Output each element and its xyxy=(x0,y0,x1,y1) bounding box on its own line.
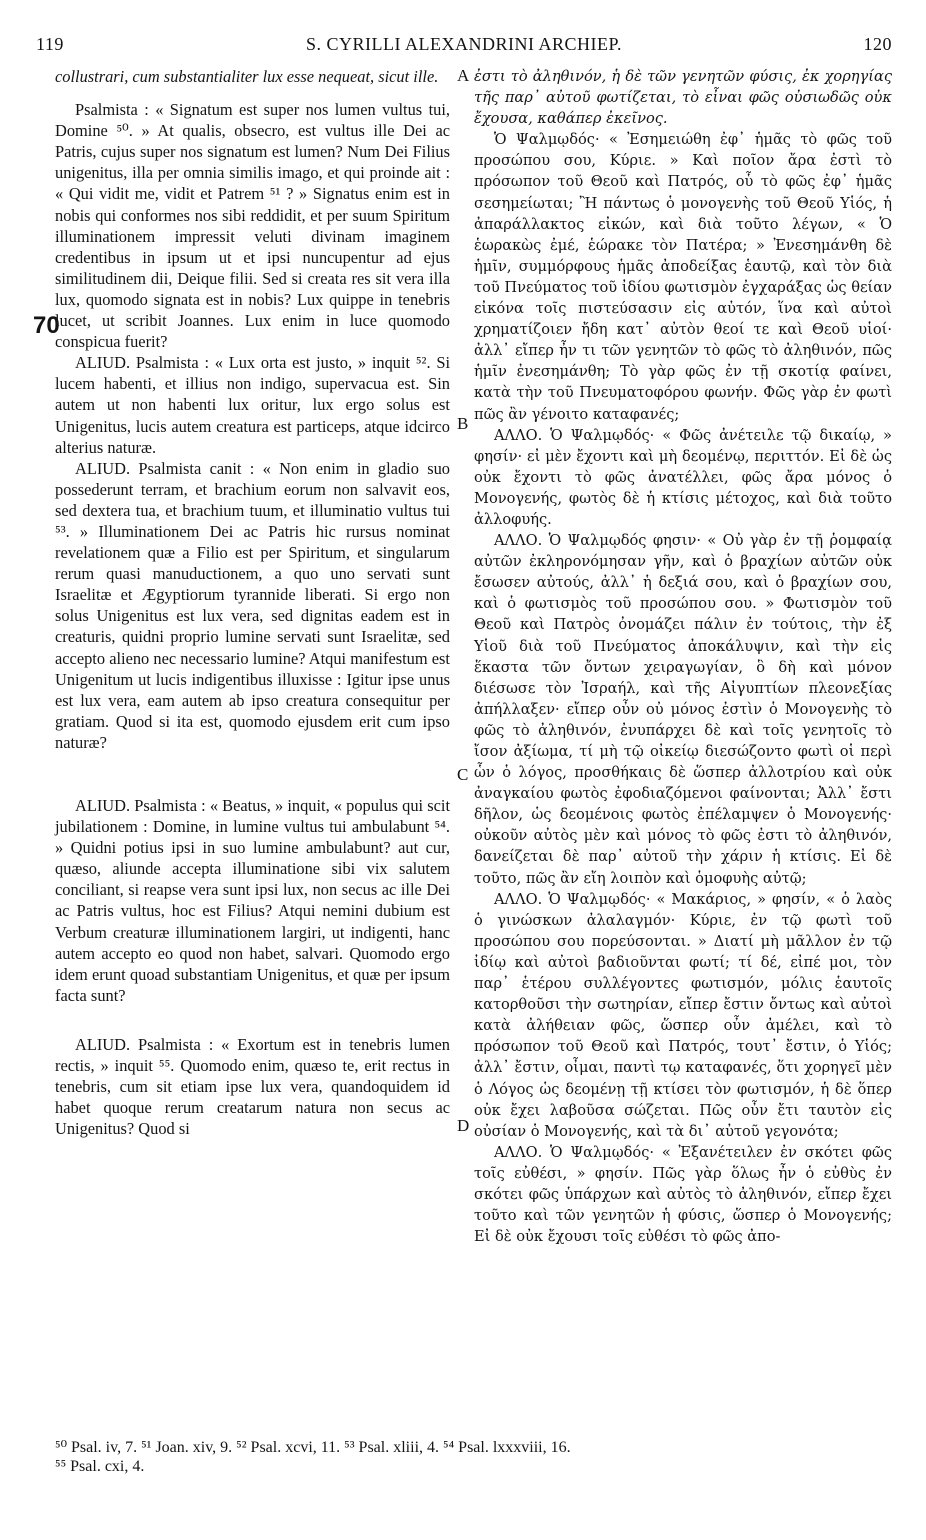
page-number-right: 120 xyxy=(863,34,892,54)
greek-paragraph-ou-gar: ΑΛΛΟ. Ὁ Ψαλμῳδός φησιν· « Οὐ γὰρ ἐν τῇ ῥομφαίᾳ αὐτῶν ἐκληρονόμησαν γῆν, καὶ ὁ βραχίων αὐτῶν οὐκ ἔσωσεν αὐτούς, ἀλλ᾽ ἡ δεξιά σου, καὶ ὁ βραχίων σου, καὶ ὁ φωτισμὸς τοῦ προσώπου σου. » Φωτισμὸν τοῦ Θεοῦ καὶ Πατρὸς ὀνομάζει πάλιν ἐν τούτοις, τὴν ἐξ Υἱοῦ διὰ τοῦ Πνεύματος ἀποκάλυψιν, καὶ τὴν εἰς ἕκαστα τῶν ὄντων χειραγωγίαν, ὃ δὴ καὶ μόνον διέσωσε τὸν Ἰσραήλ, καὶ τῆς Αἰγυπτίων πλεονεξίας ἀπήλλαξεν· εἴπερ οὖν οὐ μόνος ἐστὶν ὁ Μονογενὴς τὸ φῶς τὸ ἀληθινόν, ἐνυπάρχει δὲ καὶ τοῖς γενητοῖς τὸ ἴσον ἀξίωμα, τί μὴ τῷ οἰκείῳ διεσώζοντο φωτὶ οἱ περὶ ὧν ὁ λόγος, προσθήκαις δὲ ὥσπερ ἀλλοτρίου καὶ οὐκ ἀναγκαίου φωτὸς ἐφοδιαζόμενοι φαίνονται; Ἀλλ᾽ ἔστι δῆλον, ὡς δεομένοις φωτὸς ἐπέλαμψεν ὁ Μονογενής· οὐκοῦν αὐτὸς μὲν καὶ μόνος τὸ φῶς ἐστι τὸ ἀληθινόν, δανείζεται δὲ παρ᾽ αὐτοῦ τὴν χάριν ἡ κτίσις. Εἰ δὲ τοῦτο, πῶς ἂν εἴη λοιπὸν καὶ ὁμοφυὴς αὐτῷ; xyxy=(474,532,892,887)
section-marker-d: D xyxy=(457,1116,470,1135)
greek-paragraph-exaneteilen: ΑΛΛΟ. Ὁ Ψαλμῳδός· « Ἐξανέτειλεν ἐν σκότει φῶς τοῖς εὐθέσι, » φησίν. Πῶς γὰρ ὅλως ἦν ὁ εὐθὺς ἐν σκότει φῶς ὑπάρχων καὶ αὐτὸς τὸ ἀληθινόν, εἴπερ ἔχει τοῦτο καὶ τῶν γενητῶν ἡ φύσις, ὥσπερ ὁ Μονογενής; Εἰ δὲ οὐκ ἔχουσι τοῖς εὐθέσι τὸ φῶς ἀπο- xyxy=(474,1143,892,1246)
latin-paragraph-beatus: ALIUD. Psalmista : « Beatus, » inquit, « populus qui scit jubilationem : Domine, in lumine vultus tui ambulabunt ⁵⁴. » Quidni potius ipsi in suo lumine ambulabunt? aut cur, quæso, aliunde accepta illuminatione sibi vix salutem conciliant, si reapse vera sunt ipsi lux, non secus ac ille Dei ac Patris vultus, hoc est Filius? Atqui nemini dubium est Verbum creaturæ illuminationem largiri, ut indigenti, hanc autem accepto eo quod non habet, salvari. Quomodo ergo idem erunt quoad substantiam Unigenitus, et quæ per ipsum facta sunt? xyxy=(55,796,450,1005)
latin-paragraph-non-in-gladio: ALIUD. Psalmista canit : « Non enim in gladio suo possederunt terram, et brachium eorum non salvavit eos, sed dextera tua, et brachium tuum, et illuminatio vultus tui ⁵³. » Illuminationem Dei ac Patris hic rursus nominat revelationem quæ a Filio est per Spiritum, et singularum rerum quasi manuductionem, a quo uno servati sunt Israelitæ et Ægyptiorum tyrannide liberati. Si ergo non solus Unigenitus est lux vera, sed dignitas eadem est in creaturis, quidni proprio lumine servati sunt Israelitæ, sed accepto alieno nec necessario lumine? Atqui manifestum est Unigenitum ut lucis indigentibus illuxisse : Igitur ipse unus est lux vera, eam autem ab ipso creatura consequitur per gratiam. Quod si ita est, quomodo ejusdem erit cum ipso naturæ? xyxy=(55,458,450,752)
greek-paragraph-esemeiothe: Ὁ Ψαλμῳδός· « Ἐσημειώθη ἐφ᾽ ἡμᾶς τὸ φῶς τοῦ προσώπου σου, Κύριε. » Καὶ ποῖον ἄρα ἐστὶ τὸ πρόσωπον τοῦ Θεοῦ καὶ Πατρός, οὗ τὸ φῶς ἐφ᾽ ἡμᾶς σεσημείωται; Ἢ πάντως ὁ μονογενὴς τοῦ Θεοῦ Υἱός, ἡ ἀπαράλλακτος εἰκών, καὶ διὰ τοῦτο λέγων, « Ὁ ἑωρακὼς ἐμέ, ἑώρακε τὸν Πατέρα; » Ἐνεσημάνθη δὲ ἡμῖν, συμμόρφους ἡμᾶς ἀποδείξας ἑαυτῷ, καὶ τὸν διὰ τοῦ Πνεύματος τοῦ ἰδίου φωτισμὸν ἐγχαράξας ὡς θείαν εἰκόνα τοῖς πιστεύσασιν εἰς αὐτόν, ἵνα καὶ αὐτοὶ χρηματίζοιεν ἤδη κατ᾽ αὐτὸν θεοί τε καὶ Θεοῦ υἱοί· ἀλλ᾽ εἴπερ ἦν τι τῶν γενητῶν τὸ φῶς τὸ ἀληθινόν, πῶς ἡμῖν ἐνεσημάνθη; Τὸ γὰρ φῶς ἐν τῇ σκοτίᾳ φαίνει, κατὰ τὴν τοῦ Πνευματοφόρου φωνήν. Φῶς γὰρ ἐν φωτὶ πῶς ἂν γένοιτο καταφανές; xyxy=(474,131,892,423)
running-header xyxy=(36,34,892,58)
section-marker-b: B xyxy=(457,414,469,433)
footnotes xyxy=(55,1438,895,1476)
section-marker-c: C xyxy=(457,765,469,784)
latin-paragraph-lux-orta: ALIUD. Psalmista : « Lux orta est justo, » inquit ⁵². Si lucem habenti, et illius non indigo, supervacua est. Sin autem ut non habenti lux oritur, lux ergo solus est Unigenitus, lucis autem creatura est particeps, atque idcirco alterius naturæ. xyxy=(55,353,450,457)
footnote-line-1: ⁵⁰ Psal. iv, 7. ⁵¹ Joan. xiv, 9. ⁵² Psal. xcvi, 11. ⁵³ Psal. xliii, 4. ⁵⁴ Psal. lxxxviii, 16. xyxy=(55,1439,571,1456)
margin-column-number: 70 xyxy=(33,312,60,339)
latin-column xyxy=(55,66,450,1139)
greek-paragraph-phos-aneteile: ΑΛΛΟ. Ὁ Ψαλμῳδός· « Φῶς ἀνέτειλε τῷ δικαίῳ, » φησίν· εἰ μὲν ἔχοντι καὶ μὴ δεομένῳ, περιττόν. Εἰ δὲ ὡς οὐκ ἔχοντι τὸ φῶς ἀνατέλλει, φῶς ἄρα μόνος ὁ Μονογενής, φωτὸς δὲ ἡ κτίσις μέτοχος, καὶ διὰ τοῦτο ἀλλοφυής. xyxy=(474,426,892,528)
latin-paragraph-intro: collustrari, cum substantialiter lux esse nequeat, sicut ille. xyxy=(55,67,439,86)
greek-paragraph-makarios: ΑΛΛΟ. Ὁ Ψαλμῳδός· « Μακάριος, » φησίν, « ὁ λαὸς ὁ γινώσκων ἀλαλαγμόν· Κύριε, ἐν τῷ φωτὶ τοῦ προσώπου σου πορεύσονται. » Διατί μὴ μᾶλλον ἐν τῷ ἰδίῳ καὶ αὐτοὶ βαδιοῦνται φωτί; τί δέ, εἰπέ μοι, τὸν παρ᾽ ἑτέρου συλλέγοντες φωτισμόν, μόλις ἑαυτοῖς κατορθοῦσι τὴν σωτηρίαν, εἴπερ ἔστιν ὄντως καὶ αὐτοὶ κατὰ ἀλήθειαν φῶς, ὥσπερ οὖν ἀμέλει, καὶ τὸ πρόσωπον τοῦ Θεοῦ καὶ Πατρός, τουτ᾽ ἔστιν, ὁ Υἱός; ἀλλ᾽ ἔστιν, οἶμαι, παντὶ τῳ καταφανές, ὅτι χορηγεῖ μὲν ὁ Λόγος ὡς δεομένῃ τῇ κτίσει τὸν φωτισμόν, ἡ δὲ ὅπερ οὐκ ἔχει λαβοῦσα σώζεται. Πῶς οὖν ἔτι ταυτὸν εἰς οὐσίαν ὁ Μονογενής, καὶ τὰ δι᾽ αὐτοῦ γεγονότα; xyxy=(474,890,892,1140)
latin-paragraph-signatum: Psalmista : « Signatum est super nos lumen vultus tui, Domine ⁵⁰. » At qualis, obsecro, est vultus ille Dei ac Patris, cujus super nos signatum est lumen? Num Dei Filius unigenitus, illa per omnia similis imago, et qui proinde ait : « Qui vidit me, vidit et Patrem ⁵¹ ? » Signatus enim est in nobis qui conformes nos sibi reddidit, et per suum Spiritum illuminationem impressit veluti divinam imaginem credentibus in ipsum ut et ipsi nuncupentur ad ejus similitudinem dii, Deique filii. Sed si creata res sit vera illa lux, quomodo signata est in nobis? Lux quippe in tenebris lucet, ut scribit Joannes. Lux enim in luce quomodo conspicua fuerit? xyxy=(55,100,450,352)
page-number-left: 119 xyxy=(36,34,64,54)
section-marker-a: A xyxy=(457,66,470,85)
latin-paragraph-exortum: ALIUD. Psalmista : « Exortum est in tenebris lumen rectis, » inquit ⁵⁵. Quomodo enim, quæso te, erit rectus in tenebris, cum sit etiam ipse lux vera, quandoquidem id habet quoque rerum creatarum natura non secus ac Unigenitus? Quod si xyxy=(55,1034,450,1139)
footnote-line-2: ⁵⁵ Psal. cxi, 4. xyxy=(55,1458,145,1475)
running-title: S. CYRILLI ALEXANDRINI ARCHIEP. xyxy=(305,34,622,54)
greek-paragraph-intro: ἐστι τὸ ἀληθινόν, ἡ δὲ τῶν γενητῶν φύσις, ἐκ χορηγίας τῆς παρ᾽ αὐτοῦ φωτίζεται, τὸ εἶναι φῶς οὐσιωδῶς οὐκ ἔχουσα, καθάπερ ἐκεῖνος. xyxy=(474,68,892,128)
greek-column xyxy=(474,66,892,1247)
